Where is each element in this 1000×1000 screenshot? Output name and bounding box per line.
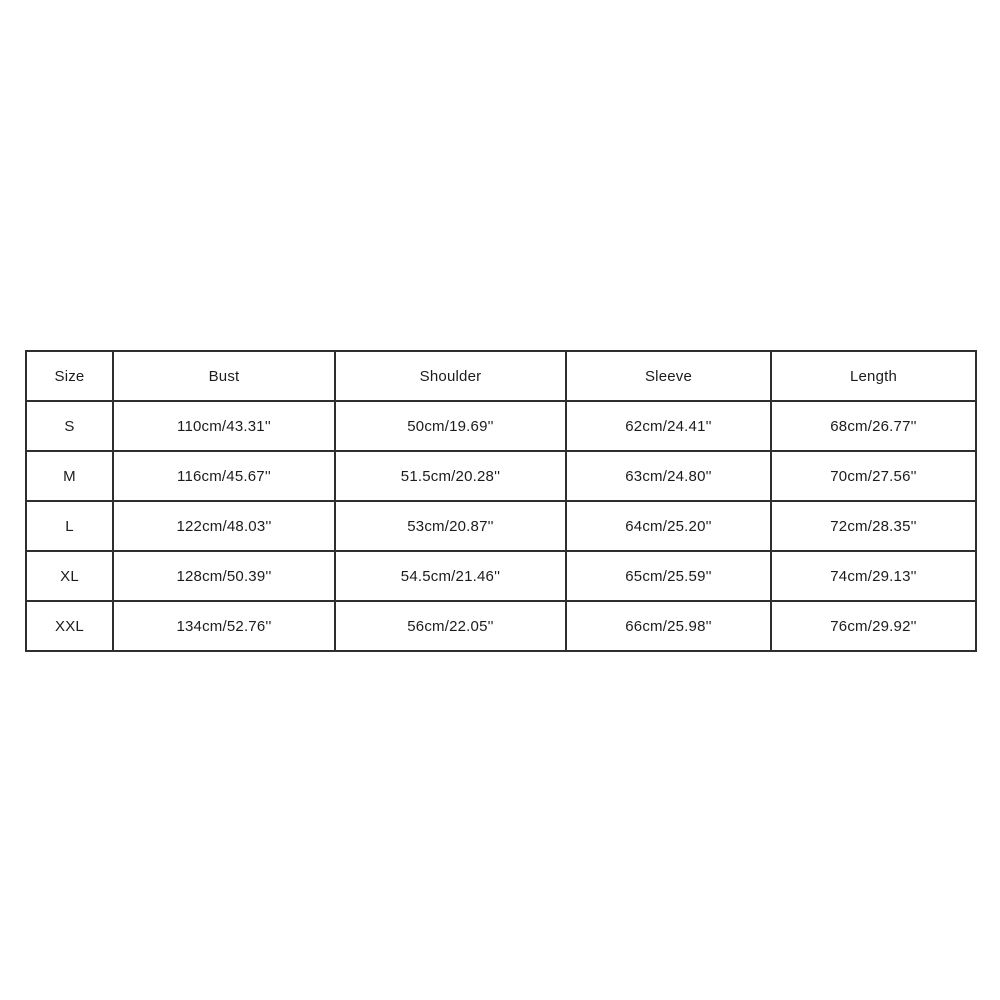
size-chart-table bbox=[25, 350, 977, 652]
sleeve-value: 65cm/25.59'' bbox=[566, 551, 771, 601]
column-header-bust: Bust bbox=[113, 351, 335, 401]
length-value: 70cm/27.56'' bbox=[771, 451, 976, 501]
size-label: XXL bbox=[26, 601, 113, 651]
shoulder-value: 54.5cm/21.46'' bbox=[335, 551, 566, 601]
size-label: XL bbox=[26, 551, 113, 601]
column-header-sleeve: Sleeve bbox=[566, 351, 771, 401]
length-value: 68cm/26.77'' bbox=[771, 401, 976, 451]
shoulder-value: 50cm/19.69'' bbox=[335, 401, 566, 451]
sleeve-value: 63cm/24.80'' bbox=[566, 451, 771, 501]
table-row-xl bbox=[26, 551, 976, 601]
size-label: L bbox=[26, 501, 113, 551]
sleeve-value: 66cm/25.98'' bbox=[566, 601, 771, 651]
sleeve-value: 62cm/24.41'' bbox=[566, 401, 771, 451]
shoulder-value: 56cm/22.05'' bbox=[335, 601, 566, 651]
column-header-length: Length bbox=[771, 351, 976, 401]
table-row-l bbox=[26, 501, 976, 551]
bust-value: 116cm/45.67'' bbox=[113, 451, 335, 501]
shoulder-value: 53cm/20.87'' bbox=[335, 501, 566, 551]
size-label: S bbox=[26, 401, 113, 451]
length-value: 74cm/29.13'' bbox=[771, 551, 976, 601]
table-row-m bbox=[26, 451, 976, 501]
bust-value: 110cm/43.31'' bbox=[113, 401, 335, 451]
bust-value: 128cm/50.39'' bbox=[113, 551, 335, 601]
size-label: M bbox=[26, 451, 113, 501]
column-header-shoulder: Shoulder bbox=[335, 351, 566, 401]
bust-value: 134cm/52.76'' bbox=[113, 601, 335, 651]
table-row-s bbox=[26, 401, 976, 451]
length-value: 72cm/28.35'' bbox=[771, 501, 976, 551]
bust-value: 122cm/48.03'' bbox=[113, 501, 335, 551]
table-header-row bbox=[26, 351, 976, 401]
column-header-size: Size bbox=[26, 351, 113, 401]
table-row-xxl bbox=[26, 601, 976, 651]
length-value: 76cm/29.92'' bbox=[771, 601, 976, 651]
shoulder-value: 51.5cm/20.28'' bbox=[335, 451, 566, 501]
sleeve-value: 64cm/25.20'' bbox=[566, 501, 771, 551]
